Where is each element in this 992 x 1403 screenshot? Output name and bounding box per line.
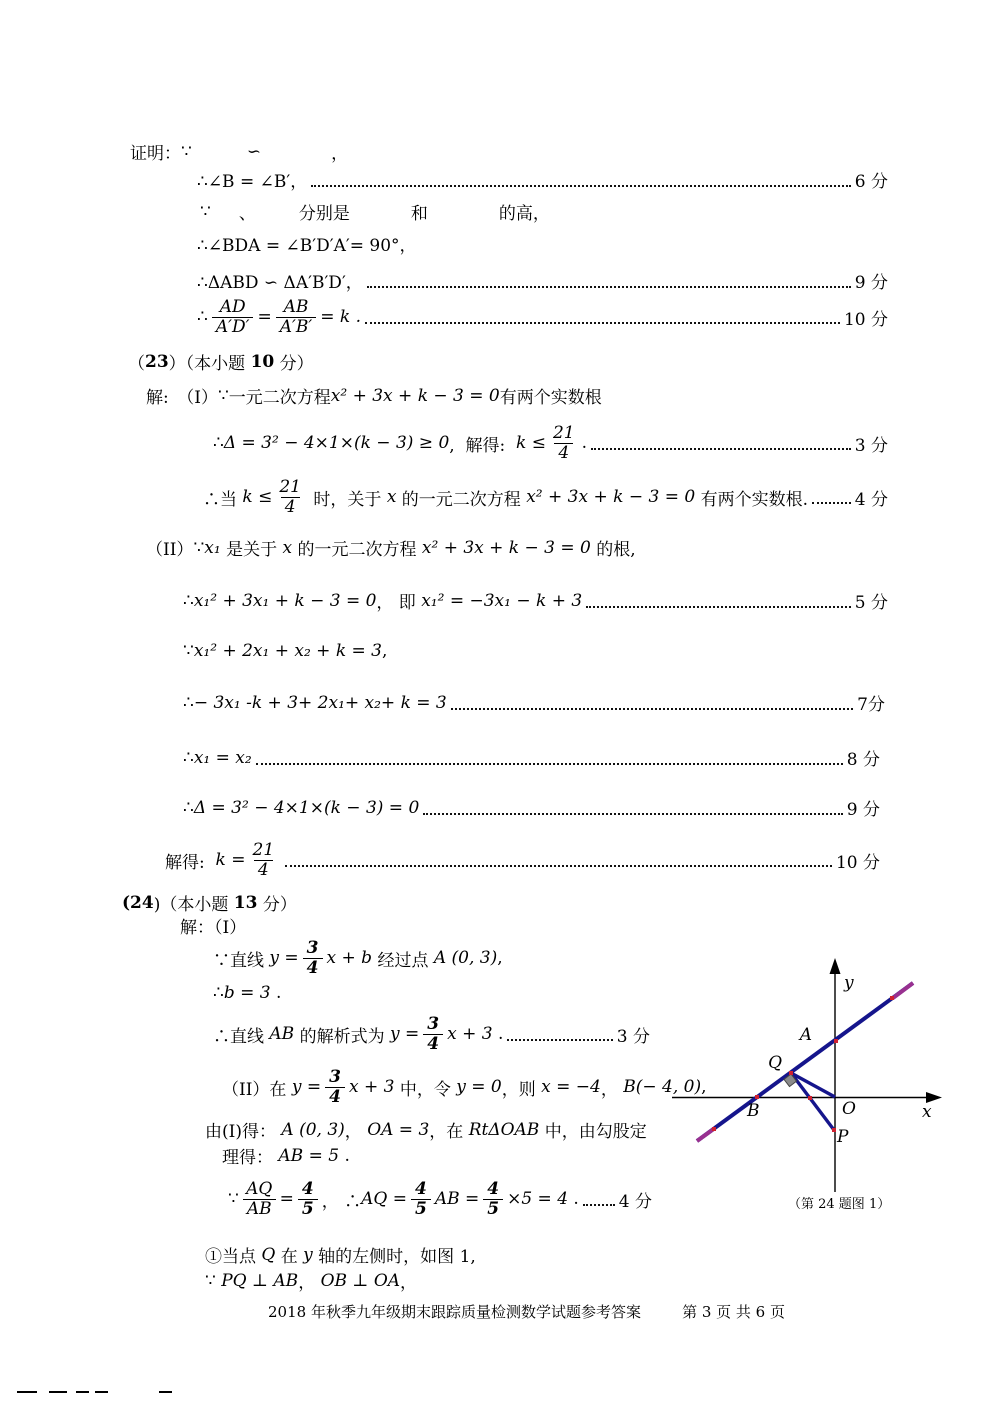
- because-symbol: ∵: [205, 1270, 222, 1291]
- points: 13: [233, 892, 258, 913]
- header-text: )（本小题: [153, 895, 234, 915]
- q23-line-2: [213, 420, 888, 466]
- label-x: x: [922, 1102, 932, 1122]
- comma: ，: [400, 1273, 418, 1293]
- segment-QO: [791, 1073, 835, 1097]
- statement-text: 轴的左侧时，如图 1,: [312, 1247, 476, 1267]
- period: .: [270, 983, 282, 1003]
- q23-line-3: [203, 474, 888, 520]
- score-label: 10 分: [843, 309, 888, 330]
- q23-line-9: [183, 795, 880, 820]
- equation: x² + 3x + k − 3 = 0: [526, 487, 696, 507]
- dot-leader: [256, 763, 843, 765]
- statement-text: ∴当: [203, 489, 243, 510]
- variable: x: [282, 537, 293, 558]
- equation: y =: [390, 1024, 420, 1044]
- score-label: 9 分: [846, 800, 880, 820]
- fraction: [411, 1180, 431, 1218]
- numerator: 3: [329, 1067, 341, 1088]
- denominator: 5: [298, 1199, 318, 1218]
- equation: x₁² + 3x₁ + k − 3 = 0: [193, 590, 377, 611]
- proof-line-1: [130, 139, 348, 164]
- fraction: [276, 298, 317, 336]
- q24-line-9: [205, 1268, 417, 1293]
- dot-leader: [507, 1039, 612, 1041]
- fraction: [483, 1180, 503, 1218]
- because-symbol: ∵: [200, 201, 211, 222]
- comma: ,: [497, 948, 503, 968]
- statement-text: 的高，: [498, 204, 550, 224]
- statement-text: ∴直线: [213, 1026, 270, 1047]
- question-number: 24: [130, 892, 154, 913]
- equation: OB ⊥ OA: [320, 1270, 401, 1291]
- variable: AB: [269, 1024, 295, 1044]
- q23-line-1: [146, 383, 602, 408]
- score-label: 4 分: [618, 1191, 652, 1212]
- label-y: y: [844, 973, 854, 993]
- dot-leader: [591, 448, 851, 450]
- enum-comma: 、: [238, 204, 256, 224]
- proof-line-6: [197, 294, 888, 340]
- statement-text: 的一元二次方程: [396, 489, 527, 510]
- therefore-symbol: ∴: [213, 983, 224, 1003]
- comma: ，: [344, 1122, 368, 1142]
- score-label: 5 分: [854, 593, 888, 613]
- dot-leader: [812, 502, 851, 504]
- fraction: [276, 478, 304, 516]
- equation: x + 3: [348, 1077, 395, 1097]
- q23-header: [128, 349, 314, 374]
- fraction: [243, 1180, 276, 1218]
- dot-leader: [586, 606, 851, 608]
- comma: ，: [600, 1079, 624, 1100]
- dot-leader: [285, 865, 832, 867]
- numerator: 21: [252, 840, 275, 861]
- q23-line-7: [183, 690, 885, 715]
- numerator: AB: [283, 297, 309, 318]
- proof-label: 证明：: [130, 144, 181, 164]
- dot-leader: [367, 286, 851, 288]
- variable: Q: [261, 1244, 276, 1265]
- statement-text: = k .: [320, 307, 361, 327]
- statement-text: 有两个实数根.: [695, 489, 808, 510]
- statement-text: 经过点: [372, 950, 434, 971]
- statement-text: ，在: [429, 1122, 469, 1142]
- statement-text: 分别是: [298, 204, 350, 224]
- score-label: 8 分: [846, 750, 880, 770]
- denominator: A′D′: [212, 317, 254, 336]
- statement-text: ， 即: [376, 593, 422, 613]
- label-A: A: [799, 1025, 812, 1045]
- because-symbol: ∵: [181, 141, 192, 162]
- proof-line-4: [197, 231, 417, 256]
- statement-text: 的根,: [590, 540, 636, 560]
- points: 10: [250, 351, 275, 372]
- crop-mark: [159, 1391, 172, 1393]
- denominator: AB: [243, 1199, 276, 1218]
- q23-line-8: [183, 745, 880, 770]
- equation: ×5 = 4: [507, 1189, 569, 1209]
- statement-text: 的解析式为: [294, 1026, 390, 1047]
- denominator: 4: [303, 958, 323, 977]
- therefore-symbol: ∴: [183, 747, 194, 768]
- equation: Δ = 3² − 4×1×(k − 3) = 0: [193, 797, 420, 818]
- point-on-x-axis-marker: [808, 1096, 812, 1100]
- question-number: 23: [145, 351, 169, 372]
- statement-text: 的一元二次方程: [292, 540, 422, 560]
- q23-line-5: [183, 588, 888, 613]
- point-Q-marker: [789, 1071, 793, 1075]
- point-P-marker: [832, 1128, 836, 1132]
- footer-title: 2018 年秋季九年级期末跟踪质量检测数学试题参考答案: [268, 1303, 641, 1321]
- score-label: 7分: [857, 695, 885, 715]
- crop-mark: [17, 1391, 37, 1393]
- because-symbol: ∵: [183, 641, 194, 661]
- equals: =: [279, 1189, 294, 1209]
- therefore-symbol: ∴: [197, 307, 208, 327]
- q23-line-10: [165, 837, 880, 883]
- equation: x + b: [326, 948, 373, 968]
- point-coords: B(− 4, 0): [623, 1077, 702, 1097]
- fraction: [303, 939, 323, 977]
- statement-text: 中，令: [394, 1079, 457, 1100]
- solution-label: 解: （I）: [146, 388, 218, 408]
- label-O: O: [842, 1099, 856, 1119]
- label-P: P: [837, 1127, 849, 1147]
- period: .: [492, 1024, 504, 1044]
- dot-leader: [423, 813, 843, 815]
- statement-text: 中，由勾股定: [539, 1122, 647, 1142]
- because-symbol: ∵: [217, 385, 229, 406]
- equation: OA = 3: [367, 1119, 430, 1140]
- line-AB: [697, 983, 913, 1141]
- comma: ，: [298, 1273, 321, 1293]
- equation: Δ = 3² − 4×1×(k − 3) ≥ 0: [223, 433, 450, 453]
- label-Q: Q: [768, 1053, 782, 1073]
- comma: ，: [331, 144, 349, 164]
- proof-line-2: [197, 167, 888, 192]
- statement-text: 时，关于: [308, 489, 387, 510]
- label-B: B: [747, 1101, 760, 1121]
- figure-caption: （第 24 题图 1）: [788, 1197, 891, 1212]
- denominator: 4: [254, 860, 273, 879]
- fraction: [212, 298, 254, 336]
- numerator: 21: [279, 477, 301, 498]
- score-label: 3 分: [616, 1026, 650, 1047]
- equation: k ≤: [516, 433, 546, 453]
- point-coords: A (0, 3): [281, 1119, 345, 1140]
- equation: x² + 3x + k − 3 = 0: [330, 385, 500, 406]
- equation: y = 0: [456, 1077, 502, 1097]
- fraction: [423, 1015, 443, 1053]
- fraction: [250, 841, 278, 879]
- equation: x₁² = −3x₁ − k + 3: [421, 590, 583, 611]
- q24-line-6: [222, 1143, 350, 1168]
- point-upper-marker: [890, 996, 894, 1000]
- y-axis-arrow-icon: [830, 958, 841, 974]
- equation: RtΔOAB: [468, 1119, 540, 1140]
- proof-line-5: [197, 268, 888, 293]
- q24-header: [122, 890, 297, 915]
- numerator: 4: [487, 1179, 500, 1200]
- denominator: 4: [281, 497, 300, 516]
- part-label: （II）在: [222, 1079, 292, 1100]
- equation: x² + 3x + k − 3 = 0: [421, 537, 591, 558]
- numerator: 21: [552, 423, 575, 444]
- footer-page-number: 第 3 页 共 6 页: [682, 1303, 785, 1321]
- numerator: 4: [301, 1179, 314, 1200]
- point-coords: A (0, 3): [433, 948, 498, 968]
- paren: (: [122, 892, 131, 913]
- statement-text: 在: [275, 1247, 304, 1267]
- statement-text: ∵直线: [213, 950, 270, 971]
- similar-symbol: ∽: [246, 141, 262, 162]
- equation: x₁² + 2x₁ + x₂ + k = 3: [193, 641, 382, 661]
- score-label: 9 分: [854, 273, 888, 293]
- figure-24-graph: [660, 943, 992, 1230]
- score-label: 6 分: [854, 172, 888, 192]
- statement-text: ，则: [501, 1079, 542, 1100]
- numerator: 3: [427, 1014, 440, 1035]
- statement-text: 和: [410, 204, 428, 224]
- q24-line-3: [213, 1011, 650, 1057]
- header-text: ）（本小题: [168, 354, 251, 374]
- equation: PQ ⊥ AB: [221, 1270, 299, 1291]
- fraction: [325, 1068, 345, 1106]
- case-label: ①当点: [205, 1247, 262, 1267]
- statement-text: 是关于: [220, 540, 283, 560]
- part-label: （II）: [146, 540, 194, 560]
- denominator: 4: [554, 443, 573, 462]
- statement-text: 有两个实数根: [499, 388, 602, 408]
- fraction: [298, 1180, 318, 1218]
- line-AB-end-cap-upper: [893, 983, 913, 998]
- point-A-marker: [834, 1039, 838, 1043]
- because-symbol: ∵: [228, 1189, 239, 1209]
- because-symbol: ∵: [193, 537, 205, 558]
- variable: x₁: [204, 537, 221, 558]
- q23-line-4: [146, 535, 636, 560]
- equation: AB = 5: [278, 1145, 340, 1166]
- denominator: 4: [325, 1087, 345, 1106]
- variable: y: [303, 1244, 313, 1265]
- comma: ,: [382, 641, 388, 661]
- crop-mark: [95, 1391, 108, 1393]
- period: .: [339, 1145, 350, 1166]
- period: .: [581, 433, 588, 453]
- therefore-symbol: ∴: [183, 692, 194, 713]
- statement-text: 一元二次方程: [228, 388, 331, 408]
- score-label: 10 分: [835, 852, 880, 873]
- dot-leader: [451, 708, 853, 710]
- point-B-marker: [755, 1095, 759, 1099]
- crop-mark: [76, 1391, 89, 1393]
- header-text: 分）: [257, 895, 297, 915]
- statement-text: 理得：: [222, 1148, 279, 1168]
- therefore-symbol: ∴: [213, 433, 224, 453]
- dot-leader: [583, 1204, 615, 1206]
- score-label: 4 分: [854, 489, 888, 510]
- equation: k =: [215, 850, 246, 870]
- header-text: 分）: [274, 354, 314, 374]
- fraction: [550, 424, 578, 462]
- crop-mark: [49, 1391, 67, 1393]
- q24-line-5: [205, 1117, 647, 1142]
- statement-text: ∴∠BDA = ∠B′D′A′= 90°，: [197, 236, 417, 256]
- numerator: AD: [219, 297, 246, 318]
- proof-line-3: [200, 199, 550, 224]
- equation: AB =: [434, 1189, 480, 1209]
- equation: x₁ = x₂: [193, 747, 252, 768]
- statement-text: ∴ΔABD ∽ ΔA′B′D′，: [197, 273, 363, 293]
- numerator: 4: [414, 1179, 427, 1200]
- equation: x = −4: [541, 1077, 601, 1097]
- point-lower-marker: [712, 1127, 716, 1131]
- score-label: 3 分: [854, 435, 888, 456]
- equation: k ≤: [242, 487, 273, 507]
- equals: =: [257, 307, 272, 327]
- paren: （: [128, 354, 145, 374]
- equation: x + 3: [447, 1024, 493, 1044]
- segment-QP: [791, 1073, 834, 1130]
- denominator: 5: [411, 1199, 431, 1218]
- q24-line-7: [228, 1174, 652, 1224]
- statement-text: 解得:: [165, 852, 216, 873]
- therefore-symbol: ∴: [183, 797, 194, 818]
- q24-line-8: [205, 1242, 476, 1267]
- q24-line-2: [213, 983, 281, 1003]
- statement-text: ∴∠B = ∠B′，: [197, 172, 308, 192]
- comma: ,: [701, 1077, 707, 1097]
- statement-text: , 解得:: [449, 435, 517, 456]
- numerator: AQ: [246, 1179, 273, 1200]
- period: .: [568, 1189, 579, 1209]
- solution-label: 解：（I）: [180, 918, 247, 938]
- denominator: 5: [483, 1199, 503, 1218]
- statement-text: ， ∴: [321, 1191, 362, 1212]
- numerator: 3: [306, 938, 319, 959]
- equation: b = 3: [223, 983, 271, 1003]
- q24-line-4: [222, 1064, 707, 1110]
- equation: AQ =: [361, 1189, 407, 1209]
- q24-line-1: [213, 935, 503, 981]
- dot-leader: [311, 185, 851, 187]
- variable: x: [386, 487, 397, 507]
- denominator: A′B′: [276, 317, 317, 336]
- denominator: 4: [423, 1034, 443, 1053]
- equation: − 3x₁ -k + 3+ 2x₁+ x₂+ k = 3: [193, 692, 447, 713]
- page-footer: [268, 1301, 785, 1322]
- statement-text: 由(I)得：: [205, 1122, 282, 1142]
- equation: y =: [269, 948, 299, 968]
- equation: y =: [291, 1077, 322, 1097]
- q23-line-6: [183, 641, 387, 661]
- therefore-symbol: ∴: [183, 590, 194, 611]
- dot-leader: [365, 322, 840, 324]
